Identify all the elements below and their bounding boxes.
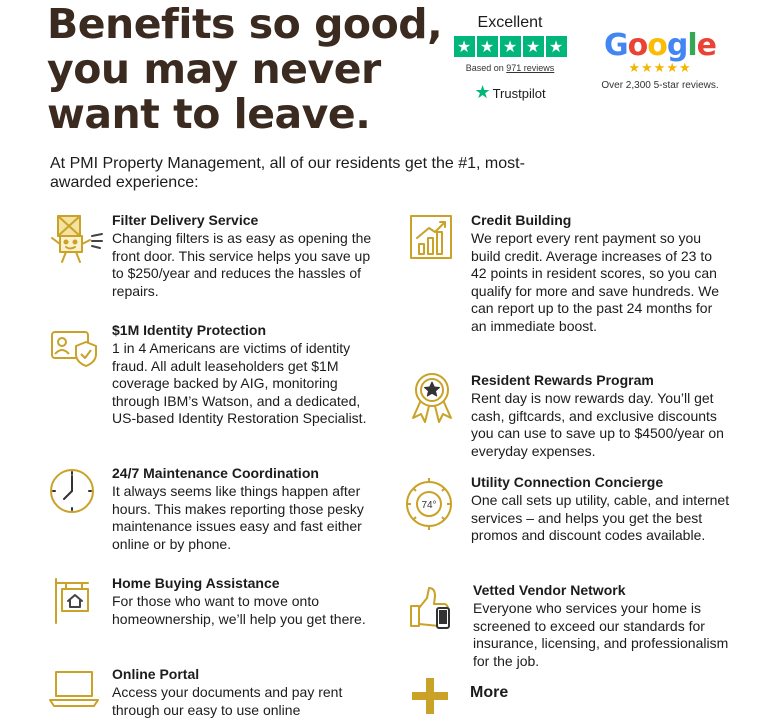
feature-title: Online Portal (112, 666, 200, 682)
trustpilot-logo (450, 82, 570, 103)
headline-line-2: you may never (47, 45, 381, 93)
google-letter: o (647, 28, 667, 63)
feature-description: Access your documents and pay rent through our easy to use online (112, 684, 343, 718)
google-stars: ★★★★★ (628, 61, 692, 76)
feature-description: Rent day is now rewards day. You’ll get cash, giftcards, and exclusive discounts you can use to save up to $4500/year on everyday expenses. (471, 390, 724, 459)
feature-description: Everyone who services your home is screened to exceed our standards for insurance, licensing, and professionalism for the job. (473, 600, 729, 669)
headline (47, 2, 442, 137)
headline-line-1: Benefits so good, (47, 0, 443, 48)
laptop-icon (48, 666, 98, 716)
feature-title: $1M Identity Protection (112, 322, 267, 338)
trustpilot-review-count (450, 63, 570, 73)
thermostat-icon (403, 474, 459, 530)
trustpilot-star-icon: ★ (546, 36, 567, 57)
feature-description: One call sets up utility, cable, and internet services – and helps you get the best promos and discount codes available. (471, 492, 730, 543)
chart-growth-icon (407, 212, 457, 262)
feature-title: Vetted Vendor Network (473, 582, 626, 598)
feature-title: Resident Rewards Program (471, 372, 654, 388)
more-link[interactable]: More (470, 684, 509, 701)
identity-shield-card-icon (48, 322, 98, 372)
intro-text: At PMI Property Management, all of our residents get the #1, most-awarded experience: (50, 155, 525, 191)
google-review-count: Over 2,300 5-star reviews. (601, 80, 719, 91)
trustpilot-based-prefix: Based on (465, 63, 507, 73)
feature-description: We report every rent payment so you build credit. Average increases of 23 to 42 points in resident scores, so you can qualify for more and save hundreds. We can report up to the past 24 months for an immediate boost. (471, 230, 719, 334)
feature-title: 24/7 Maintenance Coordination (112, 465, 319, 481)
feature-title: Utility Connection Concierge (471, 474, 664, 490)
trustpilot-star-icon: ★ (523, 36, 544, 57)
trustpilot-brand: Trustpilot (492, 85, 546, 101)
headline-line-3: want to leave. (47, 90, 371, 138)
thermostat-temp-label: 74° (421, 500, 437, 511)
house-sign-icon (48, 575, 98, 625)
trustpilot-widget[interactable] (450, 14, 570, 101)
google-letter: l (687, 28, 697, 63)
trustpilot-star-icon: ★ (454, 36, 475, 57)
feature-title: Home Buying Assistance (112, 575, 280, 591)
feature-title: Filter Delivery Service (112, 212, 259, 228)
feature-description: 1 in 4 Americans are victims of identity fraud. All adult leaseholders get $1M coverage backed by AIG, monitoring through IBM’s Watson, and a dedicated, US-based Identity Restoration Specialist. (112, 340, 367, 426)
award-ribbon-icon (407, 372, 457, 422)
feature-title: Credit Building (471, 212, 572, 228)
google-letter: G (603, 28, 628, 63)
google-logo (590, 30, 730, 62)
feature-description: Changing filters is as easy as opening the front door. This service helps you save up to $250/year and reduces the hassles of repairs. (112, 230, 372, 299)
clock-icon (48, 465, 98, 515)
feature-description: It always seems like things happen after hours. This makes reporting those pesky maintenance issues easy and fast either online or by phone. (112, 483, 364, 552)
filter-box-mascot-icon (48, 212, 98, 262)
google-letter: g (666, 28, 688, 63)
feature-description: For those who want to move onto homeownership, we’ll help you get there. (112, 593, 366, 627)
trustpilot-star-icon: ★ (500, 36, 521, 57)
trustpilot-reviews-link[interactable]: 971 reviews (506, 63, 555, 73)
trustpilot-stars (450, 36, 570, 57)
google-letter: o (627, 28, 648, 63)
trustpilot-rating: Excellent (477, 14, 543, 31)
trustpilot-star-icon: ★ (477, 36, 498, 57)
google-widget[interactable] (590, 30, 730, 91)
google-letter: e (696, 28, 716, 63)
trustpilot-star-logo-icon: ★ (474, 82, 491, 103)
thumbs-up-phone-icon (407, 582, 457, 632)
plus-icon (410, 676, 460, 726)
